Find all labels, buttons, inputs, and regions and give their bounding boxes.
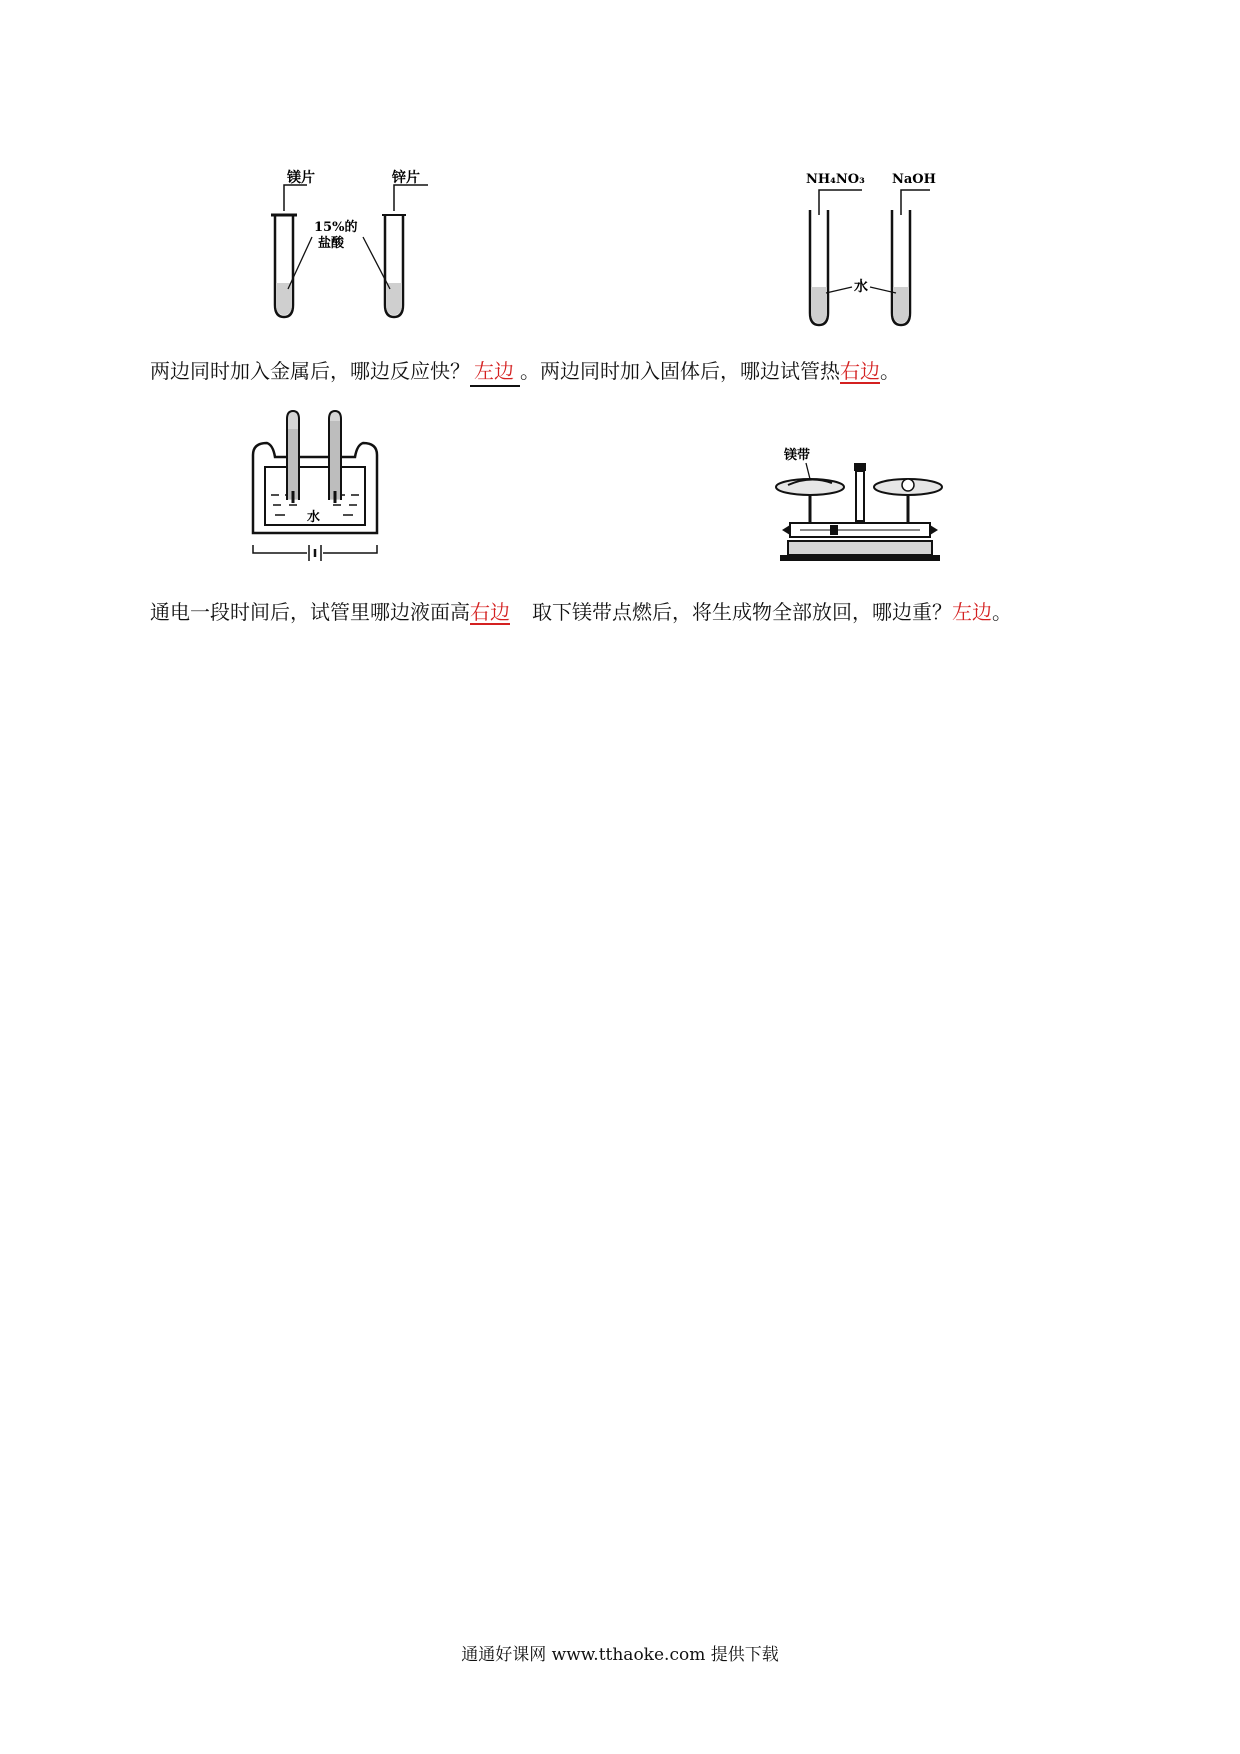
- ammonium-nitrate-label: NH₄NO₃: [806, 172, 865, 187]
- answer-2: 右边: [840, 359, 880, 383]
- magnesium-ribbon-label: 镁带: [784, 448, 811, 463]
- acid-label-line1: 15%的: [314, 220, 358, 235]
- figure-metal-acid-tubes: [250, 165, 450, 325]
- question-line-1: [150, 357, 900, 387]
- acid-label-line2: 盐酸: [318, 236, 345, 251]
- question-2-end: 。: [880, 359, 900, 383]
- question-2-text: 。两边同时加入固体后，哪边试管热: [520, 359, 840, 383]
- question-line-2: [150, 598, 1012, 626]
- question-4-end: 。: [992, 600, 1012, 624]
- figure-balance: [770, 445, 950, 570]
- zinc-label: 锌片: [392, 170, 420, 186]
- question-4-text: 取下镁带点燃后，将生成物全部放回，哪边重？: [532, 600, 952, 624]
- answer-1: 左边: [474, 359, 514, 383]
- answer-blank-1: [470, 357, 520, 387]
- answer-4: 左边: [952, 600, 992, 624]
- question-1-text: 两边同时加入金属后，哪边反应快？: [150, 359, 470, 383]
- answer-3: 右边: [470, 600, 510, 624]
- footer-source: 通通好课网 www.tthaoke.com 提供下载: [461, 1645, 779, 1665]
- sodium-hydroxide-label: NaOH: [892, 172, 936, 187]
- figure-electrolysis: [245, 405, 385, 565]
- magnesium-label: 镁片: [287, 170, 315, 186]
- water-label: 水: [854, 279, 868, 295]
- figure-dissolve-tubes: [780, 165, 960, 330]
- electrolysis-water-label: 水: [307, 510, 321, 525]
- question-3-text: 通电一段时间后，试管里哪边液面高: [150, 600, 470, 624]
